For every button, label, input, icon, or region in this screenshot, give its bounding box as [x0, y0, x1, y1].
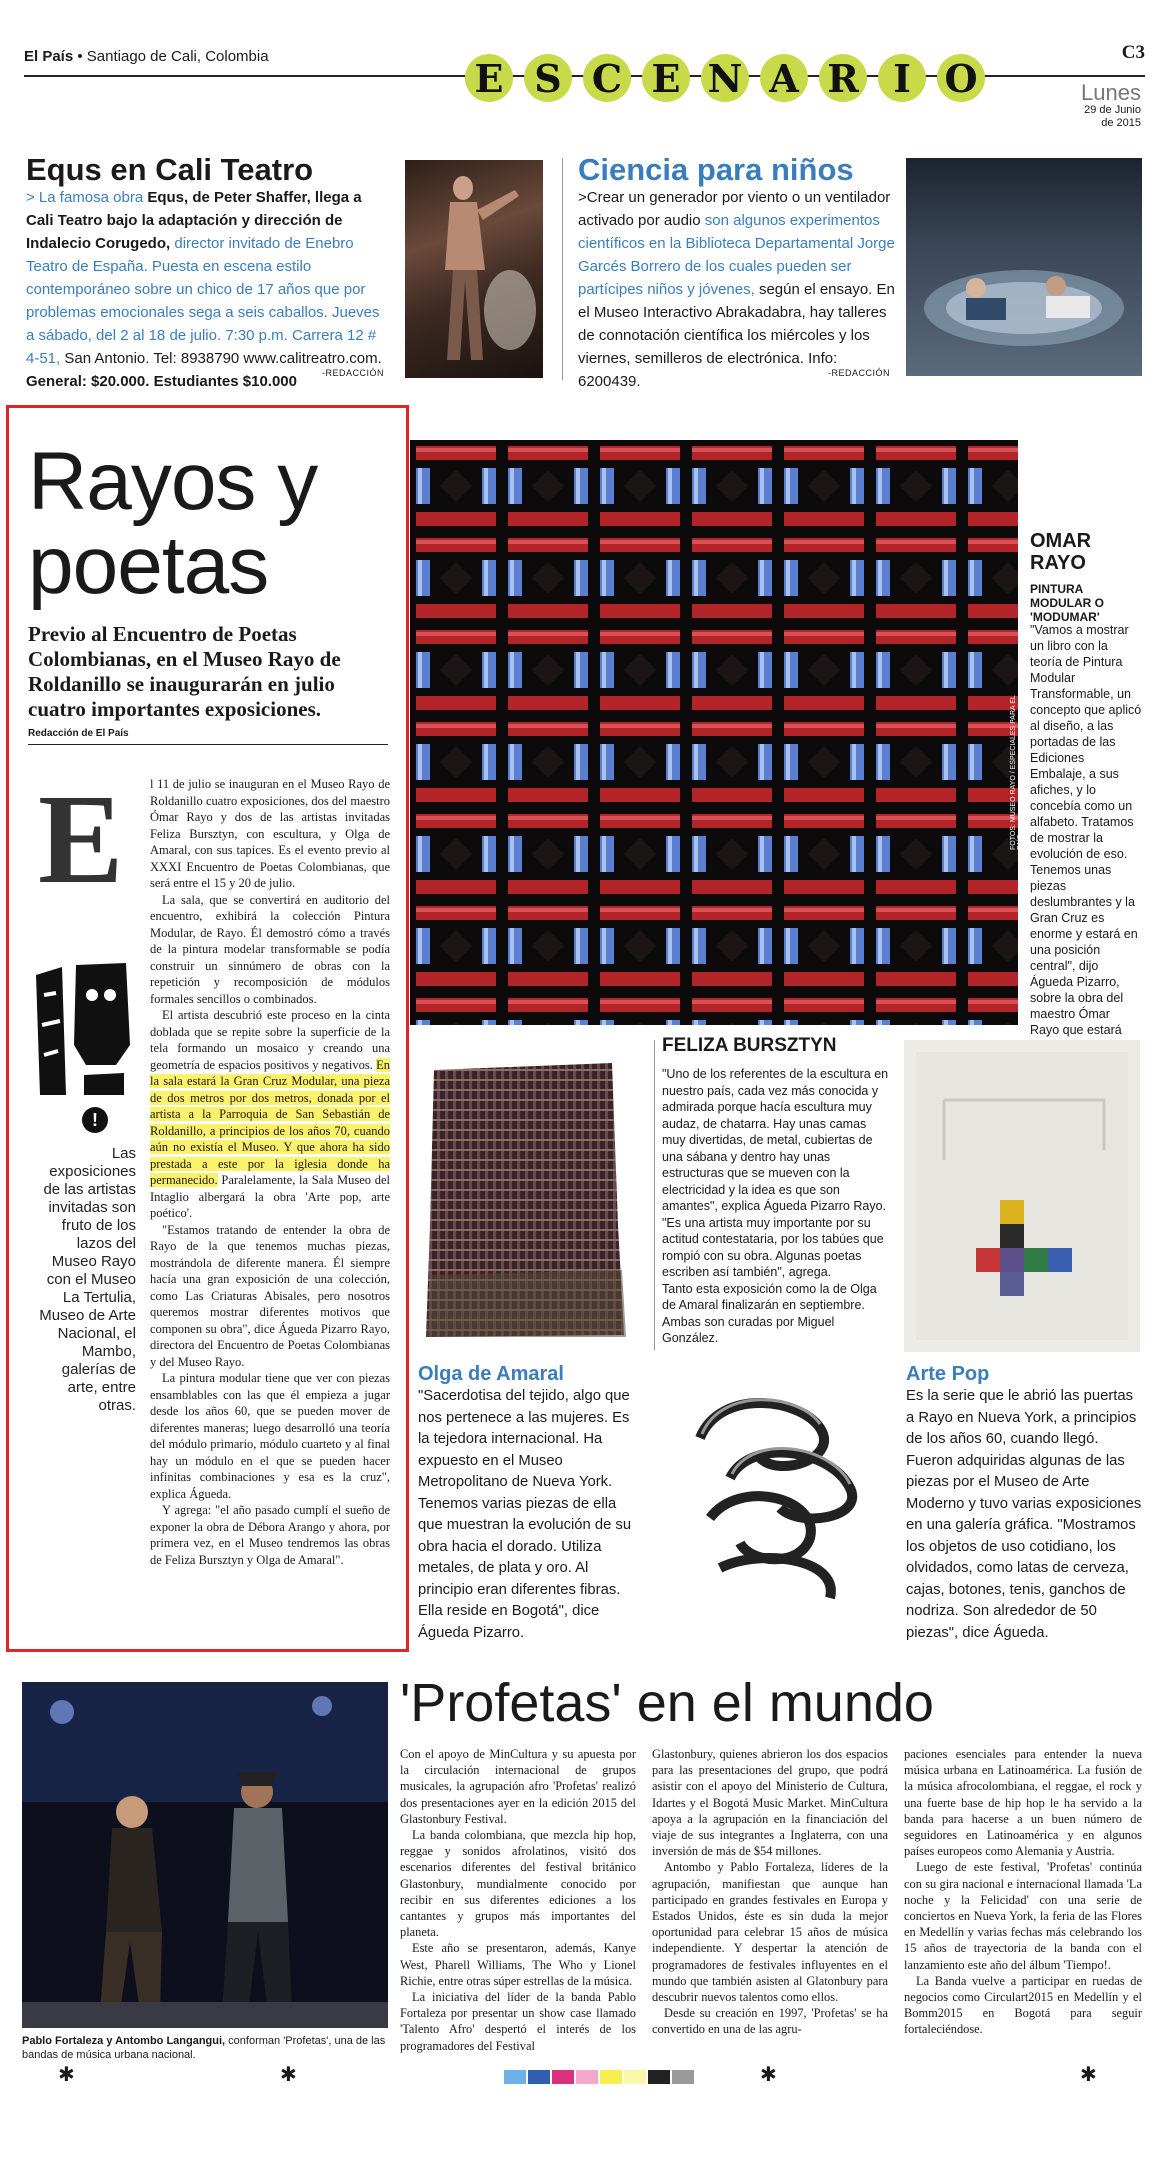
- omar-subtitle: PINTURA MODULAR O 'MODUMAR': [1030, 582, 1104, 624]
- ciencia-blue: son algunos experimentos científicos en la Biblioteca Departamental Jorge Garcés Borrero de los cuales pueden ser partícipes niños y jóvenes,: [578, 212, 895, 298]
- ciencia-rest: según el ensayo. En el Museo Interactivo Abrakadabra, hay talleres de connotación científica los miércoles y los viernes, semilleros de electrónica. Info: 6200439.: [578, 281, 895, 390]
- artepop-body: Es la serie que le abrió las puertas a Rayo en Nueva York, a principios de los años 60, cuando llegó. Fueron adquiridas algunas de las piezas por el Museo de Arte Moderno y tuvo varias exposiciones en una galería gráfica. "Mostramos los objetos de uso cotidiano, los olvidados, como latas de cerveza, cajas, botones, tenis, ganchos de nodriza. Son alrededor de 50 piezas", dice Águeda.: [906, 1388, 1142, 1641]
- masthead-letter: I: [878, 54, 926, 102]
- date-weekday: Lunes: [1081, 80, 1141, 105]
- equs-title: Equs en Cali Teatro: [26, 152, 314, 187]
- ciencia-body: [578, 186, 898, 393]
- profetas-paragraph: Este año se presentaron, además, Kanye West, Pharell Williams, The Who y Lionel Richie, entre otras súper estrellas de la música.: [400, 1941, 636, 1988]
- color-swatch: [600, 2070, 622, 2084]
- modular-painting: [410, 440, 1018, 1025]
- equs-contact: San Antonio. Tel: 8938790 www.calitreatro.com.: [64, 350, 382, 367]
- profetas-paragraph: La iniciativa del líder de la banda Pablo Fortaleza por presentar un show case llamado 'Talento Afro' despertó el interés de los programadores del Festival: [400, 1990, 636, 2053]
- masthead-letter: S: [524, 54, 572, 102]
- main-deck: Previo al Encuentro de Poetas Colombianas, en el Museo Rayo de Roldanillo se inaugurarán en julio cuatro importantes exposiciones.: [28, 622, 341, 721]
- profetas-paragraph: Con el apoyo de MinCultura y su apuesta por la circulación internacional de grupos musicales, la agrupación afro 'Profetas' realizó dos presentaciones ayer en la edición 2015 del Glastonbury Festival.: [400, 1747, 636, 1826]
- color-swatch: [648, 2070, 670, 2084]
- profetas-paragraph: Luego de este festival, 'Profetas' continúa con su gira nacional e internacional llamada 'La noche y la Felicidad' con una serie de conciertos en Nueva York, la feria de las Flores en Medellín y varias fechas más celebrando los 15 años de trayectoria de la banda con el lanzamiento este año del álbum 'Tiempo!.: [904, 1860, 1142, 1972]
- top-divider: [562, 158, 563, 380]
- main-paragraph: La pintura modular tiene que ver con piezas ensamblables con las que él empieza a jugar desde los años 60, que se pueden mover de diferentes maneras; luego desarrolló una teoría del módulo primario, módulo cuarteto y al final hay un módulo en el que se pueden hacer infinitas combinaciones y esa es la cruz", explica Águeda.: [150, 1371, 390, 1501]
- profetas-title: 'Profetas' en el mundo: [400, 1673, 934, 1733]
- registration-mark: ✱: [280, 2062, 297, 2086]
- main-intro: l 11 de julio se inauguran en el Museo Rayo de Roldanillo cuatro exposiciones, dos del maestro Ómar Rayo y dos de las artistas invitadas Feliza Bursztyn, con escultura, y Olga de Amaral, con sus tapices. Es el evento previo al XXXI Encuentro de Poetas Colombianas, que será entre el 15 y 20 de julio.: [150, 777, 390, 890]
- equs-credit: -REDACCIÓN: [322, 368, 385, 378]
- profetas-col2: [652, 1746, 888, 2038]
- main-title-line2: poetas: [28, 520, 269, 611]
- feliza-photo: [660, 1368, 892, 1636]
- color-swatch: [528, 2070, 550, 2084]
- feliza-title: FELIZA BURSZTYN: [662, 1035, 837, 1056]
- children-experiment: [906, 158, 1142, 376]
- sculpture-figure: [26, 955, 136, 1100]
- masthead-letter: N: [701, 54, 749, 102]
- main-title-line1: Rayos y: [28, 436, 318, 527]
- color-bar: [504, 2070, 694, 2084]
- profetas-paragraph: Antombo y Pablo Fortaleza, líderes de la agrupación, manifiestan que aunque han participado en grandes festivales en Europa y Estados Unidos, éste es sin duda la mejor oportunidad para celebrar 15 años de música independiente. Y despertar la atención de programadores de festivales influyentes en el mundo que también asisten al Glatonbury para descubrir nuevos talentos como ellos.: [652, 1860, 888, 2005]
- profetas-paragraph: La banda colombiana, que mezcla hip hop, reggae y sonidos afrolatinos, visitó dos escenarios diferentes del festival británico Glastonbury, mundialmente conocido por recibir en sus diferentes ediciones a los cantantes y grupos más importantes del planeta.: [400, 1828, 636, 1940]
- olga-photo: [412, 1045, 636, 1345]
- profetas-photo: [22, 1682, 388, 2028]
- byline-rule: [28, 744, 388, 745]
- header-paper: El País • Santiago de Cali, Colombia: [24, 48, 269, 65]
- artepop-photo: [904, 1040, 1140, 1352]
- equs-photo: [405, 160, 543, 378]
- equs-prices: General: $20.000. Estudiantes $10.000: [26, 373, 297, 390]
- profetas-col3: [904, 1746, 1142, 2038]
- color-swatch: [552, 2070, 574, 2084]
- page-number: C3: [1121, 42, 1145, 63]
- feliza-quote: "Uno de los referentes de la escultura en nuestro país, cada vez más conocida y admirada porque hacía escultura muy audaz, de chatarra. Hay unas camas muy divertidas, de metal, cubiertas de una sábana y dentro hay unas estructuras que se mueven con la electricidad y la idea es que son amantes", explica Águeda Pizarro Rayo. "Es una artista muy importante por su actitud contestataria, por los tabúes que rompió con su obra. Algunas poetas escriben así también", agrega.: [662, 1067, 889, 1279]
- photo-credit: FOTOS: MUSEO RAYO / ESPECIALES PARA EL PAÍS: [1010, 695, 1024, 850]
- profetas-paragraph: paciones esenciales para entender la nueva música urbana en Latinoamérica. La fusión de la música afrocolombiana, el reggae, el rock y una fuerte base de hip hop le ha servido a la banda para hacerse a un buen número de seguidores en Latinoamérica y en algunos países europeos como Alemania y Austria.: [904, 1747, 1142, 1859]
- main-paragraph: [150, 1007, 390, 1222]
- omar-name-line2: RAYO: [1030, 552, 1086, 574]
- profetas-caption: [22, 2034, 392, 2062]
- equs-blue: director invitado de Enebro Teatro de España. Puesta en escena estilo contemporáneo sobre un chico de 17 años que por problemas emocionales sega a seis caballos. Jueves a sábado, del 2 al 18 de julio. 7:30 p.m. Carrera 12 # 4-51,: [26, 235, 380, 367]
- main-paragraph: Y agrega: "el año pasado cumplí el sueño de exponer la obra de Débora Arango y ahora, por primera vez, en el Museo tendremos las obras de Feliza Bursztyn y Olga de Amaral".: [150, 1503, 390, 1567]
- metal-sculpture: [660, 1368, 892, 1636]
- registration-mark: ✱: [760, 2062, 777, 2086]
- masthead-letter: E: [642, 54, 690, 102]
- registration-mark: ✱: [1080, 2062, 1097, 2086]
- main-highlight: En la sala estará la Gran Cruz Modular, una pieza de dos metros por dos metros, donada por el artista a la Parroquia de San Sebastián de Roldanillo, a principios de los años 70, cuando aún no existía el Museo. Y que ahora ha sido prestada a este por la iglesia donde ha permanecido.: [150, 1057, 390, 1187]
- side-quote: Las exposiciones de las artistas invitadas son fruto de los lazos del Museo Rayo con el Museo La Tertulia, Museo de Arte Nacional, el Mambo, galerías de arte, entre otras.: [39, 1145, 136, 1414]
- figure-illustration: [26, 955, 136, 1100]
- exclamation-icon: !: [82, 1107, 108, 1133]
- caption-names: Pablo Fortaleza y Antombo Langangui,: [22, 2035, 226, 2047]
- main-title: [28, 436, 318, 611]
- profetas-paragraph: La Banda vuelve a participar en ruedas de negocios como Circulart2015 en Medellín y el Bomm2015 en Bogotá para seguir fortaleciéndose.: [904, 1973, 1142, 2037]
- feliza-note: Tanto esta exposición como la de Olga de Amaral finalizarán en septiembre. Ambas son curadas por Miguel González.: [662, 1281, 877, 1345]
- modumar-artwork: [410, 440, 1018, 1025]
- main-paragraph: "Estamos tratando de entender la obra de Rayo de la que tenemos muchas piezas, mostrándola de diferente manera. Él siempre hacía una gran exposición de una colección, como Las Criaturas Abisales, pero nosotros queremos mostrar diferentes motivos que componen su obra", dice Águeda Pizarro Rayo, directora del Encuentro de Poetas Colombianas y del Museo Rayo.: [150, 1222, 390, 1369]
- artepop-title: Arte Pop: [906, 1363, 990, 1385]
- omar-name-line1: OMAR: [1030, 530, 1092, 552]
- olga-title: Olga de Amaral: [418, 1363, 564, 1385]
- masthead-letter: E: [465, 54, 513, 102]
- ciencia-photo: [906, 158, 1142, 376]
- feliza-body: [662, 1066, 890, 1347]
- olga-body: "Sacerdotisa del tejido, algo que nos pertenece a las mujeres. Es la tejedora internacional. Ha expuesto en el Museo Metropolitano de Nueva York. Tenemos varias piezas de ella que muestran la evolución de su obra hacia el dorado. Utiliza metales, de plata y oro. Al principio eran diferentes fibras. Ella reside en Bogotá", dice Águeda Pizarro.: [418, 1388, 632, 1641]
- ciencia-lead: >Crear un generador por viento o un ventilador activado por audio: [578, 189, 891, 229]
- registration-mark: ✱: [58, 2062, 75, 2086]
- caption-text: conforman 'Profetas', una de las bandas de música urbana nacional.: [22, 2035, 386, 2061]
- omar-name: [1030, 530, 1091, 574]
- paper-location: Santiago de Cali, Colombia: [86, 48, 269, 65]
- color-swatch: [624, 2070, 646, 2084]
- main-body-intro: [150, 776, 390, 1568]
- ciencia-title: Ciencia para niños: [578, 152, 854, 187]
- date-full: 29 de Junio de 2015: [1084, 104, 1141, 129]
- woven-tapestry: [412, 1045, 636, 1345]
- profetas-col1: [400, 1746, 636, 2054]
- feliza-divider: [654, 1040, 655, 1350]
- ciencia-credit: -REDACCIÓN: [828, 368, 891, 378]
- paper-name: El País: [24, 48, 74, 65]
- masthead-letter: O: [937, 54, 985, 102]
- main-p3-start: El artista descubrió este proceso en la cinta doblada que se repite sobre la superficie de la tela formando un mosaico y creando una geometría de espacios positivos y negativos.: [150, 1008, 390, 1072]
- profetas-paragraph: Desde su creación en 1997, 'Profetas' se ha convertido en una de las agru-: [652, 2006, 888, 2037]
- section-masthead: [465, 48, 1145, 108]
- equs-bold: Equs, de Peter Shaffer, llega a Cali Teatro bajo la adaptación y dirección de Indalecio Corugedo,: [26, 189, 362, 252]
- color-swatch: [576, 2070, 598, 2084]
- profetas-paragraph: Glastonbury, quienes abrieron los dos espacios para las presentaciones del grupo, que podrá asistir con el apoyo del Ministerio de Cultura, Idartes y el Bogotá Music Market. MinCultura apoya a la agrupación en la financiación del viaje de sus integrantes a Inglaterra, con una inversión de más de $54 millones.: [652, 1747, 888, 1859]
- equs-lead: > La famosa obra: [26, 189, 144, 206]
- color-swatch: [504, 2070, 526, 2084]
- concert-stage: [22, 1682, 388, 2028]
- color-swatch: [672, 2070, 694, 2084]
- masthead-letter: A: [760, 54, 808, 102]
- omar-body: "Vamos a mostrar un libro con la teoría de Pintura Modular Transformable, un concepto que aplicó al diseño, a las portadas de las Ediciones Embalaje, a sus afiches, y lo concebía como un alfabeto. Tratamos de mostrar la evolución de eso. Tenemos unas piezas deslumbrantes y la Gran Cruz es enorme y estará en una posición central", dijo Águeda Pizarro, sobre la obra del maestro Ómar Rayo que estará: [1030, 623, 1142, 1037]
- main-p3-end: Paralelamente, la Sala Museo del Intaglio albergará la obra 'Arte pop, arte poético'.: [150, 1173, 391, 1220]
- main-byline: Redacción de El País: [28, 728, 129, 739]
- main-paragraph: La sala, que se convertirá en auditorio del encuentro, exhibirá la colección Pintura Modular, de Rayo. Él demostró cómo a través de la pintura modelar transformable se podía construir un sinnúmero de obras con la repetición y recomposición de módulos formales sencillos o combinados.: [150, 892, 390, 1006]
- masthead-letter: R: [819, 54, 867, 102]
- dancer-figure: [405, 160, 543, 378]
- cross-artwork: [904, 1040, 1140, 1352]
- equs-body: [26, 186, 390, 393]
- dropcap: E: [38, 768, 124, 910]
- masthead-letter: C: [583, 54, 631, 102]
